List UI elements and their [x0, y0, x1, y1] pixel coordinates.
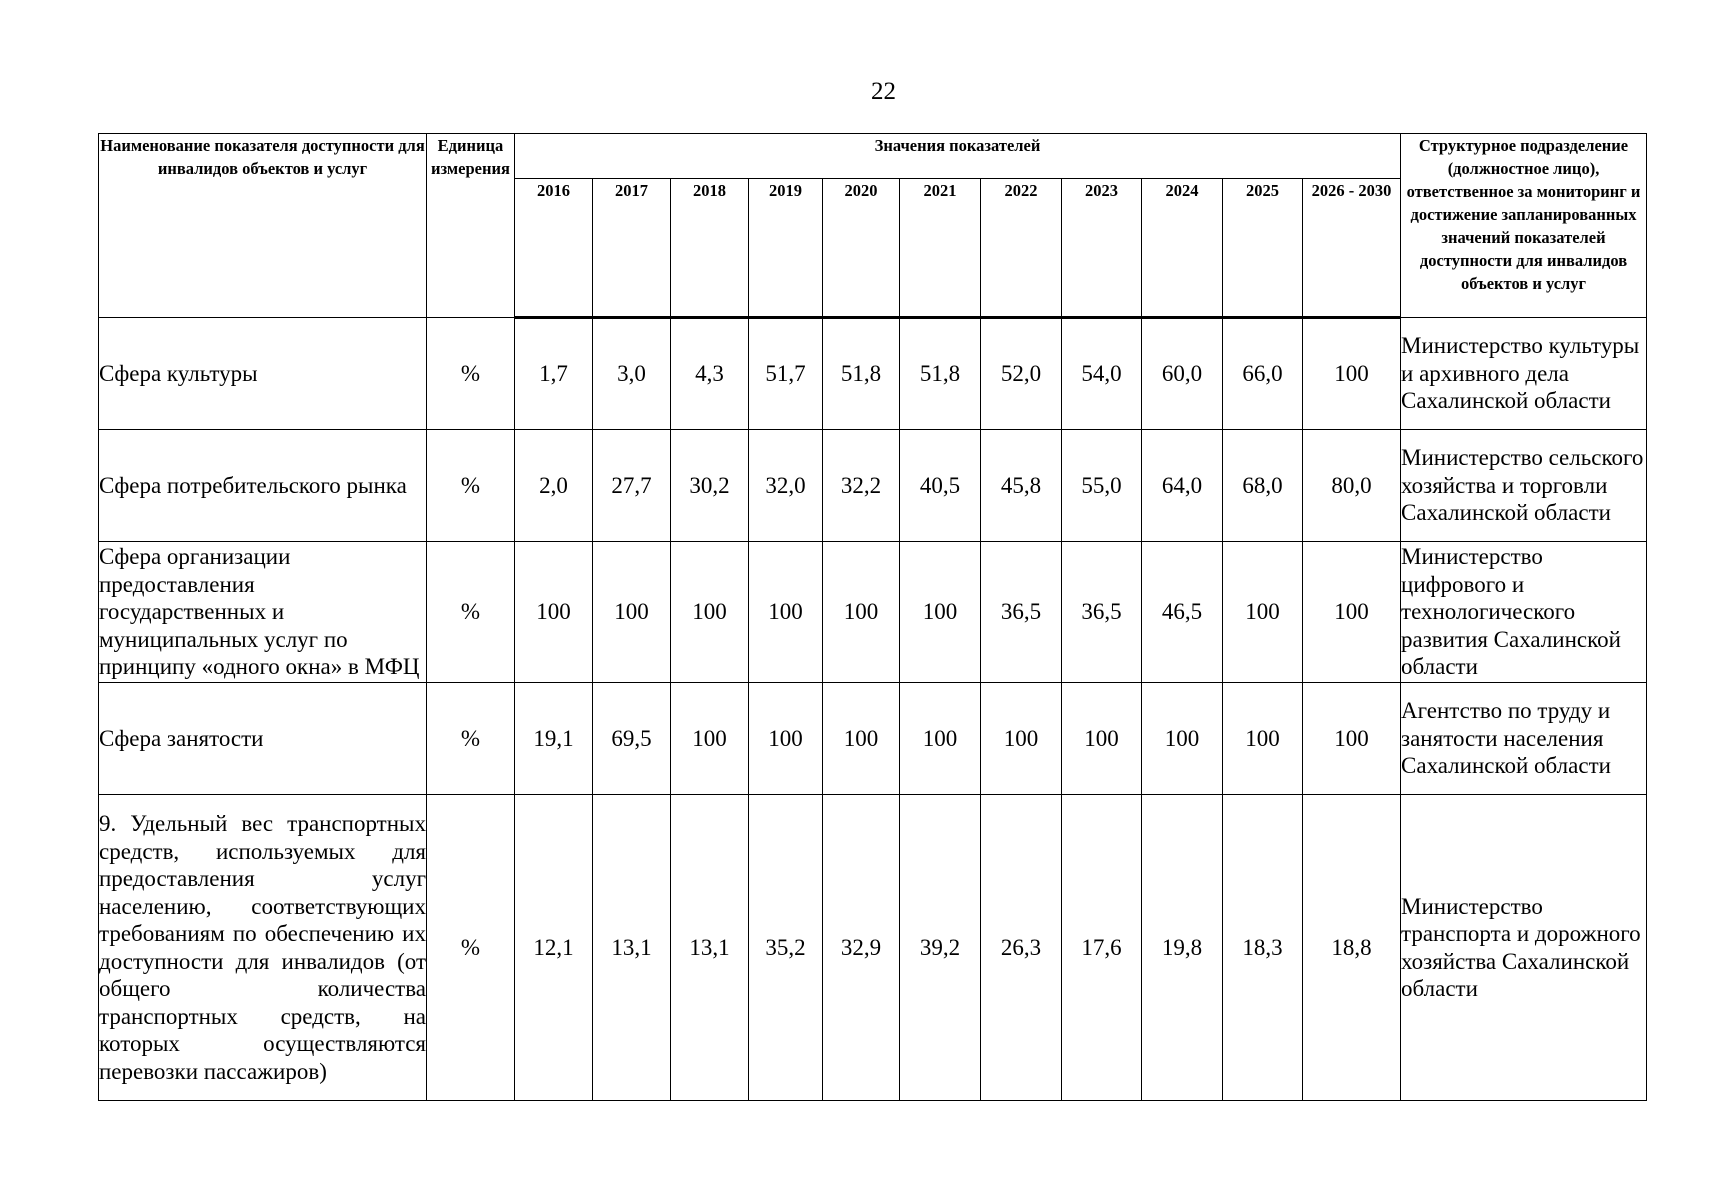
value-cell: 68,0	[1223, 430, 1303, 542]
value-cell: 17,6	[1062, 795, 1142, 1101]
table-row	[99, 795, 1647, 1101]
value-cell: 40,5	[900, 430, 981, 542]
value-cell: 4,3	[671, 318, 749, 430]
value-cell: 100	[1062, 683, 1142, 795]
header-year: 2025	[1223, 179, 1303, 318]
header-year: 2021	[900, 179, 981, 318]
value-cell: 3,0	[593, 318, 671, 430]
value-cell: 100	[749, 542, 823, 683]
department-cell: Министерство культуры и архивного дела Сахалинской области	[1401, 318, 1647, 430]
value-cell: 19,1	[515, 683, 593, 795]
value-cell: 18,3	[1223, 795, 1303, 1101]
value-cell: 100	[515, 542, 593, 683]
value-cell: 52,0	[981, 318, 1062, 430]
value-cell: 45,8	[981, 430, 1062, 542]
value-cell: 100	[1303, 542, 1401, 683]
value-cell: 19,8	[1142, 795, 1223, 1101]
value-cell: 69,5	[593, 683, 671, 795]
table-row	[99, 683, 1647, 795]
value-cell: 51,7	[749, 318, 823, 430]
department-cell: Министерство цифрового и технологического развития Сахалинской области	[1401, 542, 1647, 683]
department-cell: Министерство транспорта и дорожного хозяйства Сахалинской области	[1401, 795, 1647, 1101]
value-cell: 32,2	[823, 430, 900, 542]
value-cell: 66,0	[1223, 318, 1303, 430]
value-cell: 35,2	[749, 795, 823, 1101]
department-cell: Министерство сельского хозяйства и торговли Сахалинской области	[1401, 430, 1647, 542]
indicator-name: Сфера занятости	[99, 683, 427, 795]
header-year: 2019	[749, 179, 823, 318]
unit-cell: %	[427, 683, 515, 795]
value-cell: 30,2	[671, 430, 749, 542]
header-values-group: Значения показателей	[515, 134, 1401, 179]
value-cell: 100	[749, 683, 823, 795]
value-cell: 100	[671, 683, 749, 795]
value-cell: 54,0	[1062, 318, 1142, 430]
value-cell: 100	[823, 683, 900, 795]
value-cell: 100	[900, 683, 981, 795]
value-cell: 100	[981, 683, 1062, 795]
value-cell: 12,1	[515, 795, 593, 1101]
header-indicator-name: Наименование показателя доступности для инвалидов объектов и услуг	[99, 134, 427, 318]
value-cell: 13,1	[593, 795, 671, 1101]
value-cell: 2,0	[515, 430, 593, 542]
department-cell: Агентство по труду и занятости населения Сахалинской области	[1401, 683, 1647, 795]
header-year: 2023	[1062, 179, 1142, 318]
unit-cell: %	[427, 542, 515, 683]
value-cell: 39,2	[900, 795, 981, 1101]
value-cell: 26,3	[981, 795, 1062, 1101]
value-cell: 46,5	[1142, 542, 1223, 683]
table-row	[99, 430, 1647, 542]
value-cell: 64,0	[1142, 430, 1223, 542]
value-cell: 100	[671, 542, 749, 683]
value-cell: 100	[1223, 683, 1303, 795]
value-cell: 27,7	[593, 430, 671, 542]
value-cell: 100	[1303, 683, 1401, 795]
header-year: 2018	[671, 179, 749, 318]
indicator-name: Сфера потребительского рынка	[99, 430, 427, 542]
value-cell: 100	[823, 542, 900, 683]
header-year: 2016	[515, 179, 593, 318]
indicator-name: 9. Удельный вес транспортных средств, используемых для предоставления услуг населению, соответствующих требованиям по обеспечению их доступности для инвалидов (от общего количества транспортных средств, на которых осуществляются перевозки пассажиров)	[99, 795, 427, 1101]
value-cell: 100	[1223, 542, 1303, 683]
value-cell: 80,0	[1303, 430, 1401, 542]
indicator-name: Сфера культуры	[99, 318, 427, 430]
value-cell: 51,8	[900, 318, 981, 430]
header-year: 2026 - 2030	[1303, 179, 1401, 318]
value-cell: 100	[1142, 683, 1223, 795]
value-cell: 32,0	[749, 430, 823, 542]
value-cell: 100	[593, 542, 671, 683]
header-year: 2024	[1142, 179, 1223, 318]
value-cell: 60,0	[1142, 318, 1223, 430]
value-cell: 100	[900, 542, 981, 683]
table-row	[99, 318, 1647, 430]
value-cell: 36,5	[1062, 542, 1142, 683]
header-year: 2022	[981, 179, 1062, 318]
table-row	[99, 542, 1647, 683]
page-number: 22	[871, 78, 896, 105]
value-cell: 100	[1303, 318, 1401, 430]
value-cell: 36,5	[981, 542, 1062, 683]
value-cell: 55,0	[1062, 430, 1142, 542]
header-department: Структурное подразделение (должностное лицо), ответственное за мониторинг и достижение запланированных значений показателей доступности для инвалидов объектов и услуг	[1401, 134, 1647, 318]
header-unit: Единица измерения	[427, 134, 515, 318]
value-cell: 18,8	[1303, 795, 1401, 1101]
unit-cell: %	[427, 430, 515, 542]
indicator-name: Сфера организации предоставления государственных и муниципальных услуг по принципу «одного окна» в МФЦ	[99, 542, 427, 683]
value-cell: 1,7	[515, 318, 593, 430]
indicators-table	[98, 133, 1647, 1101]
value-cell: 32,9	[823, 795, 900, 1101]
header-year: 2017	[593, 179, 671, 318]
value-cell: 51,8	[823, 318, 900, 430]
header-year: 2020	[823, 179, 900, 318]
value-cell: 13,1	[671, 795, 749, 1101]
unit-cell: %	[427, 318, 515, 430]
unit-cell: %	[427, 795, 515, 1101]
